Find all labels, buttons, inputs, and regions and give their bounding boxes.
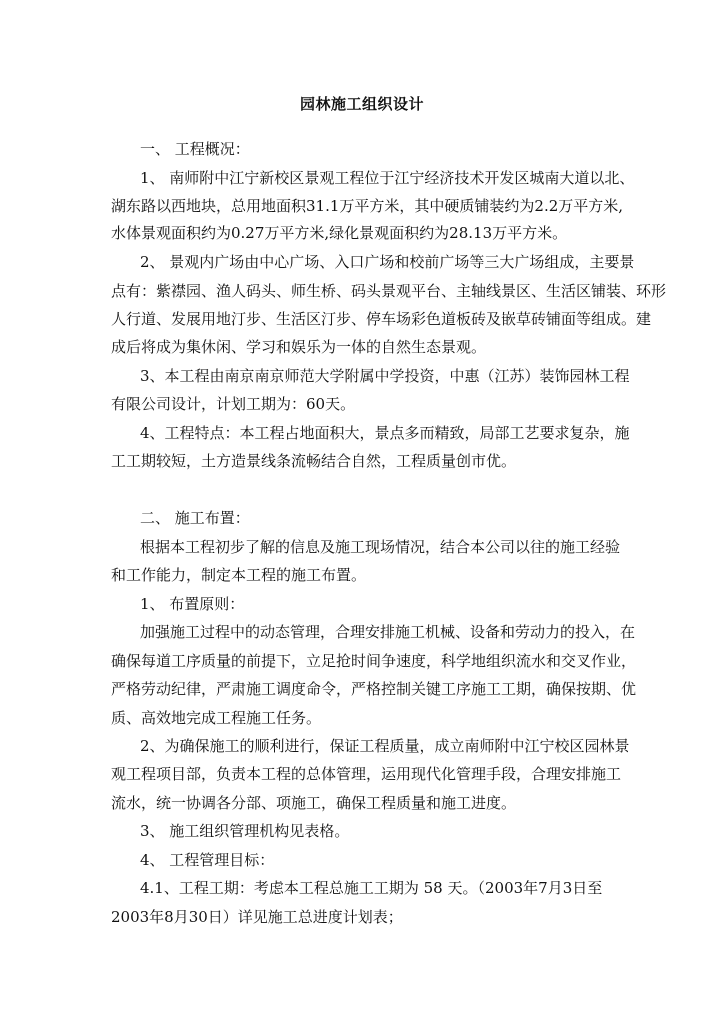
section-heading-overview: 一、 工程概况： [140,140,250,158]
section-heading-layout: 二、 施工布置： [140,509,250,527]
paragraph-line: 观工程项目部，负责本工程的总体管理，运用现代化管理手段，合理安排施工 [111,765,622,783]
subheading-goals: 4、 工程管理目标： [140,851,275,869]
paragraph-line: 1、 南师附中江宁新校区景观工程位于江宁经济技术开发区城南大道以北、 [140,169,635,187]
paragraph-line: 流水，统一协调各分部、项施工，确保工程质量和施工进度。 [111,794,517,812]
paragraph-line: 2、 景观内广场由中心广场、入口广场和校前广场等三大广场组成，主要景 [140,253,635,271]
paragraph-line: 湖东路以西地块，总用地面积31.1万平方米，其中硬质铺装约为2.2万平方米, [111,197,624,215]
paragraph-line: 工工期较短，土方造景线条流畅结合自然，工程质量创市优。 [111,452,517,470]
paragraph-line: 4、工程特点：本工程占地面积大，景点多而精致，局部工艺要求复杂，施 [140,424,630,442]
paragraph-line: 水体景观面积约为0.27万平方米,绿化景观面积约为28.13万平方米。 [111,224,568,242]
paragraph-line: 点有：紫襟园、渔人码头、师生桥、码头景观平台、主轴线景区、生活区铺装、环形 [111,282,667,300]
paragraph-line: 根据本工程初步了解的信息及施工现场情况，结合本公司以往的施工经验 [140,538,621,556]
paragraph-line: 和工作能力，制定本工程的施工布置。 [111,566,367,584]
paragraph-line: 加强施工过程中的动态管理，合理安排施工机械、设备和劳动力的投入，在 [140,623,636,641]
document-title: 园林施工组织设计 [299,95,424,113]
paragraph-line: 成后将成为集休闲、学习和娱乐为一体的自然生态景观。 [111,338,487,356]
paragraph-line: 严格劳动纪律，严肃施工调度命令，严格控制关键工序施工工期，确保按期、优 [111,680,637,698]
subheading-principles: 1、 布置原则： [140,595,245,613]
paragraph-line: 2、为确保施工的顺利进行，保证工程质量，成立南师附中江宁校区园林景 [140,737,630,755]
paragraph-line: 质、高效地完成工程施工任务。 [111,709,322,727]
paragraph-line: 确保每道工序质量的前提下，立足抢时间争速度，科学地组织流水和交叉作业， [111,652,637,670]
paragraph-line: 2003年8月30日）详见施工总进度计划表； [111,908,403,926]
paragraph-line: 3、 施工组织管理机构见表格。 [140,822,350,840]
paragraph-line: 人行道、发展用地汀步、生活区汀步、停车场彩色道板砖及嵌草砖铺面等组成。建 [111,310,652,328]
paragraph-line: 4.1、工程工期：考虑本工程总施工工期为 58 天。（2003年7月3日至 [140,879,603,897]
paragraph-line: 有限公司设计，计划工期为：60天。 [111,395,356,413]
paragraph-line: 3、本工程由南京南京师范大学附属中学投资，中惠（江苏）装饰园林工程 [140,367,630,385]
